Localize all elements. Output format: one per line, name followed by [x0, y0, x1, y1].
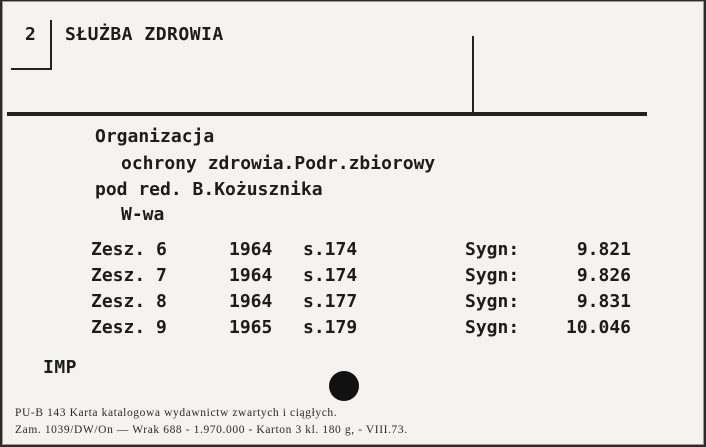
category-heading: SŁUŻBA ZDROWIA	[65, 24, 224, 45]
footer-line-2: Zam. 1039/DW/On — Wrak 688 - 1.970.000 - Karton 3 kl. 180 g, - VIII.73.	[15, 424, 408, 436]
signature-value: 9.826	[576, 265, 631, 286]
punch-hole	[329, 371, 359, 401]
issue-pages: s.177	[303, 291, 358, 312]
title-line-4: W-wa	[121, 204, 165, 225]
issue-pages: s.174	[303, 239, 358, 260]
signature-value: 9.831	[576, 291, 631, 312]
title-line-3: pod red. B.Kożusznika	[95, 179, 323, 200]
signature-label: Sygn:	[465, 265, 520, 286]
issue-number: Zesz. 8	[91, 291, 167, 312]
signature-value: 9.821	[576, 239, 631, 260]
signature-label: Sygn:	[465, 239, 520, 260]
horizontal-rule	[7, 112, 647, 116]
signature-value: 10.046	[565, 317, 631, 338]
issue-number: Zesz. 9	[91, 317, 167, 338]
issue-row	[91, 239, 631, 265]
issue-year: 1964	[229, 239, 273, 260]
issue-number: Zesz. 7	[91, 265, 167, 286]
catalog-card	[2, 1, 704, 445]
footer-line-1: PU-B 143 Karta katalogowa wydawnictw zwartych i ciągłych.	[15, 407, 338, 419]
title-line-2: ochrony zdrowia.Podr.zbiorowy	[121, 153, 436, 174]
library-mark: IMP	[43, 357, 78, 378]
title-line-1: Organizacja	[95, 126, 215, 147]
issue-year: 1964	[229, 265, 273, 286]
issue-row	[91, 317, 631, 343]
issue-pages: s.179	[303, 317, 358, 338]
tab-number: 2	[25, 24, 36, 45]
signature-label: Sygn:	[465, 317, 520, 338]
issue-year: 1964	[229, 291, 273, 312]
vertical-divider	[472, 36, 474, 112]
issue-year: 1965	[229, 317, 273, 338]
issue-number: Zesz. 6	[91, 239, 167, 260]
issue-row	[91, 291, 631, 317]
issue-pages: s.174	[303, 265, 358, 286]
issue-row	[91, 265, 631, 291]
signature-label: Sygn:	[465, 291, 520, 312]
